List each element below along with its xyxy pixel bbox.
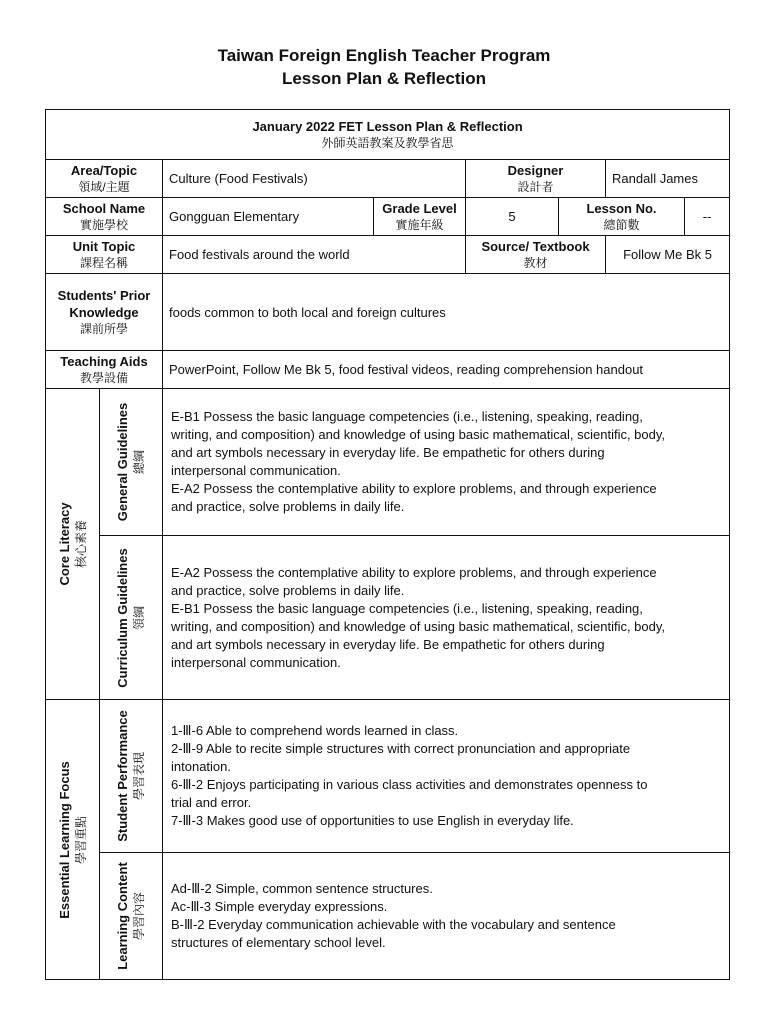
header-row bbox=[46, 110, 730, 160]
text-line: 1-Ⅲ-6 Able to comprehend words learned in class. bbox=[171, 723, 459, 738]
general-guidelines-en: General Guidelines bbox=[115, 402, 130, 522]
general-guidelines-label bbox=[100, 389, 163, 536]
lesson-label bbox=[559, 198, 685, 236]
general-guidelines-zh: 總綱 bbox=[132, 450, 146, 475]
header-en: January 2022 FET Lesson Plan & Reflection bbox=[252, 119, 523, 134]
learning-content-en: Learning Content bbox=[115, 862, 130, 970]
area-row bbox=[46, 160, 730, 198]
text-line: 2-Ⅲ-9 Able to recite simple structures with correct pronunciation and appropriate bbox=[171, 741, 631, 756]
grade-label-zh: 實施年級 bbox=[395, 218, 444, 232]
general-guidelines-text bbox=[163, 389, 730, 536]
text-line: interpersonal communication. bbox=[171, 654, 341, 670]
text-line: and practice, solve problems in daily life. bbox=[171, 582, 405, 598]
lesson-plan-table bbox=[45, 109, 730, 980]
lesson-label-en: Lesson No. bbox=[586, 201, 657, 216]
area-label bbox=[46, 160, 163, 198]
curriculum-guidelines-text bbox=[163, 536, 730, 700]
prior-knowledge-row bbox=[46, 274, 730, 351]
unit-label-zh: 課程名稱 bbox=[79, 256, 128, 270]
designer-label bbox=[466, 160, 606, 198]
text-line: E-A2 Possess the contemplative ability to explore problems, and through experience bbox=[171, 564, 657, 580]
learning-content-row bbox=[46, 853, 730, 980]
learning-content-label bbox=[100, 853, 163, 980]
text-line: writing, and composition) and knowledge of using basic mathematical, scientific, body, bbox=[171, 427, 666, 442]
text-line: E-B1 Possess the basic language competencies (i.e., listening, speaking, reading, bbox=[171, 600, 643, 616]
prior-label bbox=[46, 274, 163, 351]
unit-row bbox=[46, 236, 730, 274]
lesson-value: -- bbox=[685, 198, 730, 236]
designer-label-zh: 設計者 bbox=[517, 180, 554, 194]
source-label bbox=[466, 236, 606, 274]
text-line: structures of elementary school level. bbox=[171, 935, 386, 950]
prior-label-zh: 課前所學 bbox=[79, 322, 128, 336]
text-line: B-Ⅲ-2 Everyday communication achievable with the vocabulary and sentence bbox=[171, 917, 616, 932]
text-line: Ad-Ⅲ-2 Simple, common sentence structures. bbox=[171, 881, 433, 896]
prior-value: foods common to both local and foreign cultures bbox=[163, 274, 730, 351]
unit-label bbox=[46, 236, 163, 274]
student-performance-zh: 學習表現 bbox=[132, 751, 146, 801]
text-line: and practice, solve problems in daily life. bbox=[171, 499, 405, 514]
document-title bbox=[0, 44, 768, 90]
curriculum-guidelines-row bbox=[46, 536, 730, 700]
text-line: and art symbols necessary in everyday life. Be empathetic for others during bbox=[171, 445, 605, 460]
curriculum-guidelines-zh: 領綱 bbox=[132, 605, 146, 630]
essential-learning-focus-label bbox=[46, 700, 100, 980]
designer-value: Randall James bbox=[606, 160, 730, 198]
source-value: Follow Me Bk 5 bbox=[606, 236, 730, 274]
core-literacy-label bbox=[46, 389, 100, 700]
text-line: trial and error. bbox=[171, 795, 252, 810]
student-performance-en: Student Performance bbox=[115, 710, 130, 842]
unit-label-en: Unit Topic bbox=[72, 239, 136, 254]
teaching-aids-row bbox=[46, 351, 730, 389]
unit-value: Food festivals around the world bbox=[163, 236, 466, 274]
area-label-zh: 領域/主題 bbox=[78, 180, 130, 194]
text-line: intonation. bbox=[171, 759, 231, 774]
student-performance-row bbox=[46, 700, 730, 853]
learning-focus-en: Essential Learning Focus bbox=[56, 760, 72, 919]
school-row bbox=[46, 198, 730, 236]
school-value: Gongguan Elementary bbox=[163, 198, 374, 236]
text-line: Ac-Ⅲ-3 Simple everyday expressions. bbox=[171, 899, 388, 914]
learning-content-text bbox=[163, 853, 730, 980]
learning-content-zh: 學習內容 bbox=[132, 891, 146, 941]
text-line: E-A2 Possess the contemplative ability to explore problems, and through experience bbox=[171, 481, 657, 496]
grade-label bbox=[374, 198, 466, 236]
text-line: writing, and composition) and knowledge of using basic mathematical, scientific, body, bbox=[171, 618, 666, 634]
curriculum-guidelines-label bbox=[100, 536, 163, 700]
school-label-zh: 實施學校 bbox=[79, 218, 128, 232]
grade-label-en: Grade Level bbox=[382, 201, 457, 216]
area-value: Culture (Food Festivals) bbox=[163, 160, 466, 198]
table-header bbox=[46, 110, 730, 160]
aids-label-en: Teaching Aids bbox=[60, 354, 148, 369]
curriculum-guidelines-en: Curriculum Guidelines bbox=[115, 547, 130, 688]
title-line-2: Lesson Plan & Reflection bbox=[281, 69, 487, 88]
title-line-1: Taiwan Foreign English Teacher Program bbox=[217, 46, 551, 65]
prior-label-line1: Students' Prior bbox=[57, 288, 151, 303]
source-label-en: Source/ Textbook bbox=[481, 239, 590, 254]
source-label-zh: 教材 bbox=[523, 256, 548, 270]
text-line: E-B1 Possess the basic language competencies (i.e., listening, speaking, reading, bbox=[171, 409, 643, 424]
aids-label bbox=[46, 351, 163, 389]
text-line: interpersonal communication. bbox=[171, 463, 341, 478]
aids-label-zh: 教學設備 bbox=[79, 371, 128, 385]
text-line: and art symbols necessary in everyday life. Be empathetic for others during bbox=[171, 636, 605, 652]
text-line: 7-Ⅲ-3 Makes good use of opportunities to use English in everyday life. bbox=[171, 813, 574, 828]
header-zh: 外師英語教案及教學省思 bbox=[321, 136, 454, 150]
student-performance-label bbox=[100, 700, 163, 853]
school-label bbox=[46, 198, 163, 236]
grade-value: 5 bbox=[466, 198, 559, 236]
core-literacy-zh: 核心素養 bbox=[73, 520, 88, 569]
text-line: 6-Ⅲ-2 Enjoys participating in various class activities and demonstrates openness to bbox=[171, 777, 648, 792]
lesson-label-zh: 總節數 bbox=[603, 218, 640, 232]
aids-value: PowerPoint, Follow Me Bk 5, food festival videos, reading comprehension handout bbox=[163, 351, 730, 389]
school-label-en: School Name bbox=[62, 201, 146, 216]
prior-label-line2: Knowledge bbox=[69, 305, 139, 320]
designer-label-en: Designer bbox=[507, 163, 564, 178]
area-label-en: Area/Topic bbox=[70, 163, 138, 178]
student-performance-text bbox=[163, 700, 730, 853]
learning-focus-zh: 學習重點 bbox=[73, 815, 88, 864]
general-guidelines-row bbox=[46, 389, 730, 536]
core-literacy-en: Core Literacy bbox=[56, 502, 72, 586]
